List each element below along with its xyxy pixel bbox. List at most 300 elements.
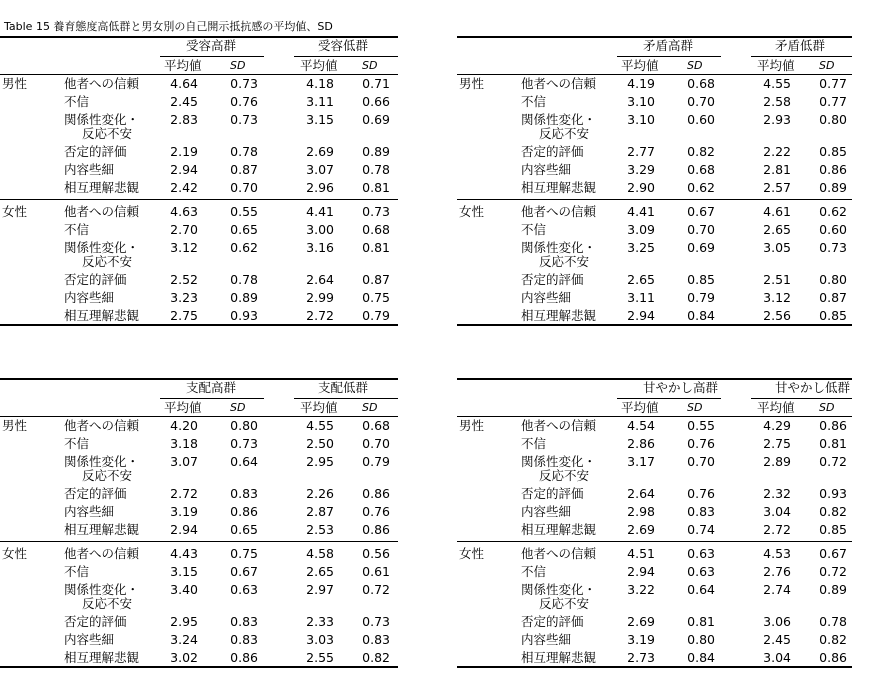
cell-value: 0.78 — [362, 162, 390, 177]
cell-value: 4.19 — [627, 76, 655, 91]
group-header: 受容高群 — [186, 38, 237, 53]
cell-value: 4.29 — [763, 418, 791, 433]
cell-value: 0.56 — [362, 546, 390, 561]
cell-value: 3.07 — [306, 162, 334, 177]
cell-value: 0.84 — [687, 650, 715, 665]
item-label: 相互理解悲観 — [64, 308, 140, 323]
cell-value: 2.65 — [306, 564, 334, 579]
cell-value: 0.83 — [230, 632, 258, 647]
cell-value: 0.62 — [687, 180, 715, 195]
cell-value: 0.89 — [819, 180, 847, 195]
rule-bottom — [457, 324, 852, 326]
cell-value: 2.90 — [627, 180, 655, 195]
cell-value: 0.89 — [819, 582, 847, 597]
cell-value: 2.22 — [763, 144, 791, 159]
cell-value: 0.85 — [819, 144, 847, 159]
cell-value: 0.80 — [230, 418, 258, 433]
item-label: 内容些細 — [521, 290, 572, 305]
cell-value: 0.83 — [362, 632, 390, 647]
item-label-cont: 反応不安 — [539, 126, 590, 141]
cell-value: 3.19 — [627, 632, 655, 647]
rule-separator — [0, 541, 398, 542]
cell-value: 0.78 — [819, 614, 847, 629]
sd-header: SD — [362, 59, 378, 72]
cell-value: 3.40 — [170, 582, 198, 597]
cell-value: 0.83 — [687, 504, 715, 519]
item-label: 不信 — [64, 436, 90, 451]
cell-value: 2.97 — [306, 582, 334, 597]
table-panel — [0, 378, 398, 678]
group-rule — [751, 56, 852, 57]
mean-header: 平均値 — [300, 58, 338, 73]
item-label-cont: 反応不安 — [539, 468, 590, 483]
cell-value: 2.94 — [170, 522, 198, 537]
cell-value: 0.81 — [362, 240, 390, 255]
item-label: 不信 — [64, 94, 90, 109]
cell-value: 0.86 — [230, 650, 258, 665]
cell-value: 3.11 — [306, 94, 334, 109]
cell-value: 0.80 — [819, 272, 847, 287]
cell-value: 3.03 — [306, 632, 334, 647]
item-label-cont: 反応不安 — [539, 254, 590, 269]
item-label: 相互理解悲観 — [521, 522, 597, 537]
cell-value: 0.93 — [230, 308, 258, 323]
cell-value: 4.53 — [763, 546, 791, 561]
cell-value: 2.94 — [627, 308, 655, 323]
cell-value: 3.12 — [763, 290, 791, 305]
cell-value: 0.76 — [230, 94, 258, 109]
item-label: 否定的評価 — [64, 486, 127, 501]
cell-value: 2.57 — [763, 180, 791, 195]
rule-separator — [457, 199, 852, 200]
table-panel — [0, 36, 398, 336]
cell-value: 0.60 — [819, 222, 847, 237]
cell-value: 0.76 — [687, 486, 715, 501]
item-label-cont: 反応不安 — [539, 596, 590, 611]
cell-value: 2.87 — [306, 504, 334, 519]
group-rule — [751, 398, 852, 399]
cell-value: 2.76 — [763, 564, 791, 579]
cell-value: 2.69 — [627, 614, 655, 629]
cell-value: 2.73 — [627, 650, 655, 665]
cell-value: 0.63 — [687, 564, 715, 579]
item-label-cont: 反応不安 — [82, 596, 133, 611]
cell-value: 0.72 — [819, 454, 847, 469]
cell-value: 4.41 — [627, 204, 655, 219]
cell-value: 0.70 — [687, 94, 715, 109]
cell-value: 2.64 — [627, 486, 655, 501]
group-header: 支配高群 — [186, 380, 237, 395]
cell-value: 0.86 — [362, 522, 390, 537]
cell-value: 3.06 — [763, 614, 791, 629]
gender-label: 男性 — [2, 76, 28, 91]
cell-value: 0.65 — [230, 222, 258, 237]
cell-value: 0.93 — [819, 486, 847, 501]
group-rule — [160, 398, 264, 399]
cell-value: 2.53 — [306, 522, 334, 537]
item-label: 関係性変化・ — [521, 582, 597, 597]
cell-value: 0.75 — [362, 290, 390, 305]
cell-value: 2.45 — [763, 632, 791, 647]
cell-value: 0.81 — [819, 436, 847, 451]
cell-value: 0.82 — [819, 632, 847, 647]
item-label: 他者への信頼 — [64, 546, 140, 561]
item-label: 否定的評価 — [521, 614, 584, 629]
cell-value: 2.33 — [306, 614, 334, 629]
cell-value: 0.79 — [687, 290, 715, 305]
item-label: 否定的評価 — [521, 486, 584, 501]
sd-header: SD — [687, 401, 703, 414]
cell-value: 3.24 — [170, 632, 198, 647]
item-label: 不信 — [64, 564, 90, 579]
cell-value: 0.86 — [819, 650, 847, 665]
cell-value: 0.70 — [230, 180, 258, 195]
cell-value: 2.58 — [763, 94, 791, 109]
cell-value: 0.76 — [687, 436, 715, 451]
cell-value: 2.69 — [627, 522, 655, 537]
cell-value: 2.56 — [763, 308, 791, 323]
cell-value: 0.73 — [362, 614, 390, 629]
item-label: 不信 — [64, 222, 90, 237]
item-label: 関係性変化・ — [64, 240, 140, 255]
cell-value: 3.15 — [306, 112, 334, 127]
rule-header — [457, 74, 852, 75]
cell-value: 3.22 — [627, 582, 655, 597]
sd-header: SD — [230, 59, 246, 72]
cell-value: 0.75 — [230, 546, 258, 561]
cell-value: 2.32 — [763, 486, 791, 501]
item-label: 否定的評価 — [64, 614, 127, 629]
mean-header: 平均値 — [621, 58, 659, 73]
rule-bottom — [457, 666, 852, 668]
group-rule — [617, 398, 721, 399]
cell-value: 0.72 — [819, 564, 847, 579]
cell-value: 3.23 — [170, 290, 198, 305]
item-label: 関係性変化・ — [521, 454, 597, 469]
cell-value: 4.41 — [306, 204, 334, 219]
item-label: 関係性変化・ — [64, 112, 140, 127]
cell-value: 0.68 — [362, 418, 390, 433]
cell-value: 4.55 — [306, 418, 334, 433]
item-label: 相互理解悲観 — [521, 650, 597, 665]
item-label: 不信 — [521, 564, 547, 579]
cell-value: 0.63 — [230, 582, 258, 597]
cell-value: 3.15 — [170, 564, 198, 579]
cell-value: 2.42 — [170, 180, 198, 195]
cell-value: 0.67 — [230, 564, 258, 579]
cell-value: 3.12 — [170, 240, 198, 255]
item-label: 不信 — [521, 94, 547, 109]
gender-label: 女性 — [2, 546, 28, 561]
group-header: 支配低群 — [318, 380, 369, 395]
cell-value: 4.55 — [763, 76, 791, 91]
cell-value: 4.61 — [763, 204, 791, 219]
item-label-cont: 反応不安 — [82, 126, 133, 141]
cell-value: 3.10 — [627, 94, 655, 109]
cell-value: 3.25 — [627, 240, 655, 255]
cell-value: 3.02 — [170, 650, 198, 665]
item-label: 否定的評価 — [521, 272, 584, 287]
cell-value: 2.51 — [763, 272, 791, 287]
item-label: 相互理解悲観 — [521, 308, 597, 323]
cell-value: 0.67 — [819, 546, 847, 561]
cell-value: 2.64 — [306, 272, 334, 287]
item-label: 内容些細 — [521, 162, 572, 177]
cell-value: 0.87 — [819, 290, 847, 305]
gender-label: 男性 — [459, 76, 485, 91]
cell-value: 0.85 — [687, 272, 715, 287]
item-label: 他者への信頼 — [521, 76, 597, 91]
cell-value: 0.74 — [687, 522, 715, 537]
item-label: 否定的評価 — [521, 144, 584, 159]
cell-value: 0.60 — [687, 112, 715, 127]
group-header: 矛盾高群 — [643, 38, 694, 53]
cell-value: 0.85 — [819, 308, 847, 323]
cell-value: 3.07 — [170, 454, 198, 469]
item-label: 他者への信頼 — [64, 76, 140, 91]
item-label: 内容些細 — [521, 504, 572, 519]
cell-value: 0.82 — [819, 504, 847, 519]
cell-value: 0.72 — [362, 582, 390, 597]
item-label: 不信 — [521, 436, 547, 451]
cell-value: 3.17 — [627, 454, 655, 469]
cell-value: 3.11 — [627, 290, 655, 305]
cell-value: 3.29 — [627, 162, 655, 177]
cell-value: 0.86 — [230, 504, 258, 519]
cell-value: 0.81 — [362, 180, 390, 195]
cell-value: 0.61 — [362, 564, 390, 579]
item-label: 他者への信頼 — [64, 418, 140, 433]
cell-value: 0.67 — [687, 204, 715, 219]
cell-value: 0.70 — [687, 222, 715, 237]
item-label: 関係性変化・ — [521, 240, 597, 255]
group-rule — [160, 56, 264, 57]
cell-value: 0.79 — [362, 454, 390, 469]
group-header: 甘やかし高群 — [643, 380, 719, 395]
cell-value: 0.89 — [230, 290, 258, 305]
item-label: 他者への信頼 — [521, 546, 597, 561]
cell-value: 0.83 — [230, 486, 258, 501]
cell-value: 0.70 — [362, 436, 390, 451]
cell-value: 0.73 — [230, 112, 258, 127]
cell-value: 3.00 — [306, 222, 334, 237]
mean-header: 平均値 — [757, 58, 795, 73]
cell-value: 0.69 — [687, 240, 715, 255]
cell-value: 0.73 — [819, 240, 847, 255]
item-label: 関係性変化・ — [64, 454, 140, 469]
cell-value: 2.50 — [306, 436, 334, 451]
cell-value: 2.89 — [763, 454, 791, 469]
cell-value: 3.05 — [763, 240, 791, 255]
cell-value: 0.82 — [687, 144, 715, 159]
cell-value: 0.68 — [687, 76, 715, 91]
gender-label: 男性 — [459, 418, 485, 433]
mean-header: 平均値 — [164, 58, 202, 73]
cell-value: 3.09 — [627, 222, 655, 237]
cell-value: 0.80 — [819, 112, 847, 127]
cell-value: 4.51 — [627, 546, 655, 561]
cell-value: 2.72 — [306, 308, 334, 323]
item-label: 相互理解悲観 — [521, 180, 597, 195]
item-label: 内容些細 — [64, 632, 115, 647]
item-label-cont: 反応不安 — [82, 468, 133, 483]
cell-value: 0.73 — [230, 436, 258, 451]
cell-value: 0.77 — [819, 76, 847, 91]
sd-header: SD — [819, 59, 835, 72]
cell-value: 0.73 — [362, 204, 390, 219]
cell-value: 2.26 — [306, 486, 334, 501]
cell-value: 2.69 — [306, 144, 334, 159]
cell-value: 0.63 — [687, 546, 715, 561]
cell-value: 0.86 — [362, 486, 390, 501]
sd-header: SD — [819, 401, 835, 414]
cell-value: 0.64 — [230, 454, 258, 469]
cell-value: 0.84 — [687, 308, 715, 323]
cell-value: 3.04 — [763, 650, 791, 665]
cell-value: 2.70 — [170, 222, 198, 237]
item-label: 内容些細 — [521, 632, 572, 647]
cell-value: 4.18 — [306, 76, 334, 91]
table-panel — [457, 378, 852, 678]
group-header: 受容低群 — [318, 38, 369, 53]
cell-value: 4.20 — [170, 418, 198, 433]
cell-value: 0.66 — [362, 94, 390, 109]
cell-value: 2.81 — [763, 162, 791, 177]
rule-bottom — [0, 666, 398, 668]
cell-value: 4.58 — [306, 546, 334, 561]
mean-header: 平均値 — [757, 400, 795, 415]
cell-value: 0.80 — [687, 632, 715, 647]
cell-value: 0.71 — [362, 76, 390, 91]
gender-label: 女性 — [2, 204, 28, 219]
mean-header: 平均値 — [164, 400, 202, 415]
cell-value: 3.18 — [170, 436, 198, 451]
item-label: 関係性変化・ — [521, 112, 597, 127]
group-rule — [294, 56, 398, 57]
cell-value: 3.04 — [763, 504, 791, 519]
cell-value: 0.62 — [819, 204, 847, 219]
mean-header: 平均値 — [621, 400, 659, 415]
group-rule — [294, 398, 398, 399]
sd-header: SD — [362, 401, 378, 414]
cell-value: 0.87 — [362, 272, 390, 287]
table-panel — [457, 36, 852, 336]
item-label: 関係性変化・ — [64, 582, 140, 597]
cell-value: 2.72 — [763, 522, 791, 537]
cell-value: 0.68 — [687, 162, 715, 177]
cell-value: 2.86 — [627, 436, 655, 451]
cell-value: 2.83 — [170, 112, 198, 127]
cell-value: 2.99 — [306, 290, 334, 305]
cell-value: 0.65 — [230, 522, 258, 537]
item-label: 内容些細 — [64, 290, 115, 305]
cell-value: 0.77 — [819, 94, 847, 109]
cell-value: 2.95 — [306, 454, 334, 469]
cell-value: 0.64 — [687, 582, 715, 597]
table-title: Table 15 養育態度高低群と男女別の自己開示抵抗感の平均値、SD — [4, 20, 333, 33]
cell-value: 0.69 — [362, 112, 390, 127]
cell-value: 0.86 — [819, 162, 847, 177]
rule-separator — [457, 541, 852, 542]
gender-label: 女性 — [459, 546, 485, 561]
rule-header — [0, 416, 398, 417]
cell-value: 0.85 — [819, 522, 847, 537]
mean-header: 平均値 — [300, 400, 338, 415]
cell-value: 4.64 — [170, 76, 198, 91]
cell-value: 4.54 — [627, 418, 655, 433]
rule-header — [0, 74, 398, 75]
group-rule — [617, 56, 721, 57]
cell-value: 3.10 — [627, 112, 655, 127]
item-label: 不信 — [521, 222, 547, 237]
cell-value: 2.77 — [627, 144, 655, 159]
cell-value: 3.16 — [306, 240, 334, 255]
cell-value: 0.55 — [230, 204, 258, 219]
sd-header: SD — [687, 59, 703, 72]
cell-value: 4.43 — [170, 546, 198, 561]
item-label: 否定的評価 — [64, 144, 127, 159]
cell-value: 2.55 — [306, 650, 334, 665]
cell-value: 2.94 — [170, 162, 198, 177]
cell-value: 2.96 — [306, 180, 334, 195]
item-label: 相互理解悲観 — [64, 180, 140, 195]
cell-value: 0.68 — [362, 222, 390, 237]
gender-label: 男性 — [2, 418, 28, 433]
cell-value: 2.52 — [170, 272, 198, 287]
item-label: 否定的評価 — [64, 272, 127, 287]
gender-label: 女性 — [459, 204, 485, 219]
cell-value: 0.89 — [362, 144, 390, 159]
cell-value: 2.94 — [627, 564, 655, 579]
cell-value: 0.81 — [687, 614, 715, 629]
cell-value: 0.78 — [230, 272, 258, 287]
cell-value: 0.82 — [362, 650, 390, 665]
cell-value: 0.83 — [230, 614, 258, 629]
item-label: 他者への信頼 — [521, 418, 597, 433]
cell-value: 0.86 — [819, 418, 847, 433]
rule-separator — [0, 199, 398, 200]
cell-value: 0.78 — [230, 144, 258, 159]
item-label: 相互理解悲観 — [64, 522, 140, 537]
item-label-cont: 反応不安 — [82, 254, 133, 269]
group-header: 矛盾低群 — [775, 38, 826, 53]
item-label: 内容些細 — [64, 504, 115, 519]
cell-value: 2.93 — [763, 112, 791, 127]
item-label: 他者への信頼 — [64, 204, 140, 219]
cell-value: 2.45 — [170, 94, 198, 109]
cell-value: 2.75 — [763, 436, 791, 451]
cell-value: 2.19 — [170, 144, 198, 159]
cell-value: 0.55 — [687, 418, 715, 433]
cell-value: 0.79 — [362, 308, 390, 323]
cell-value: 0.73 — [230, 76, 258, 91]
cell-value: 0.62 — [230, 240, 258, 255]
item-label: 相互理解悲観 — [64, 650, 140, 665]
rule-bottom — [0, 324, 398, 326]
cell-value: 4.63 — [170, 204, 198, 219]
sd-header: SD — [230, 401, 246, 414]
cell-value: 0.76 — [362, 504, 390, 519]
cell-value: 0.70 — [687, 454, 715, 469]
cell-value: 2.75 — [170, 308, 198, 323]
cell-value: 2.95 — [170, 614, 198, 629]
cell-value: 3.19 — [170, 504, 198, 519]
cell-value: 0.87 — [230, 162, 258, 177]
rule-header — [457, 416, 852, 417]
cell-value: 2.65 — [763, 222, 791, 237]
cell-value: 2.98 — [627, 504, 655, 519]
item-label: 内容些細 — [64, 162, 115, 177]
